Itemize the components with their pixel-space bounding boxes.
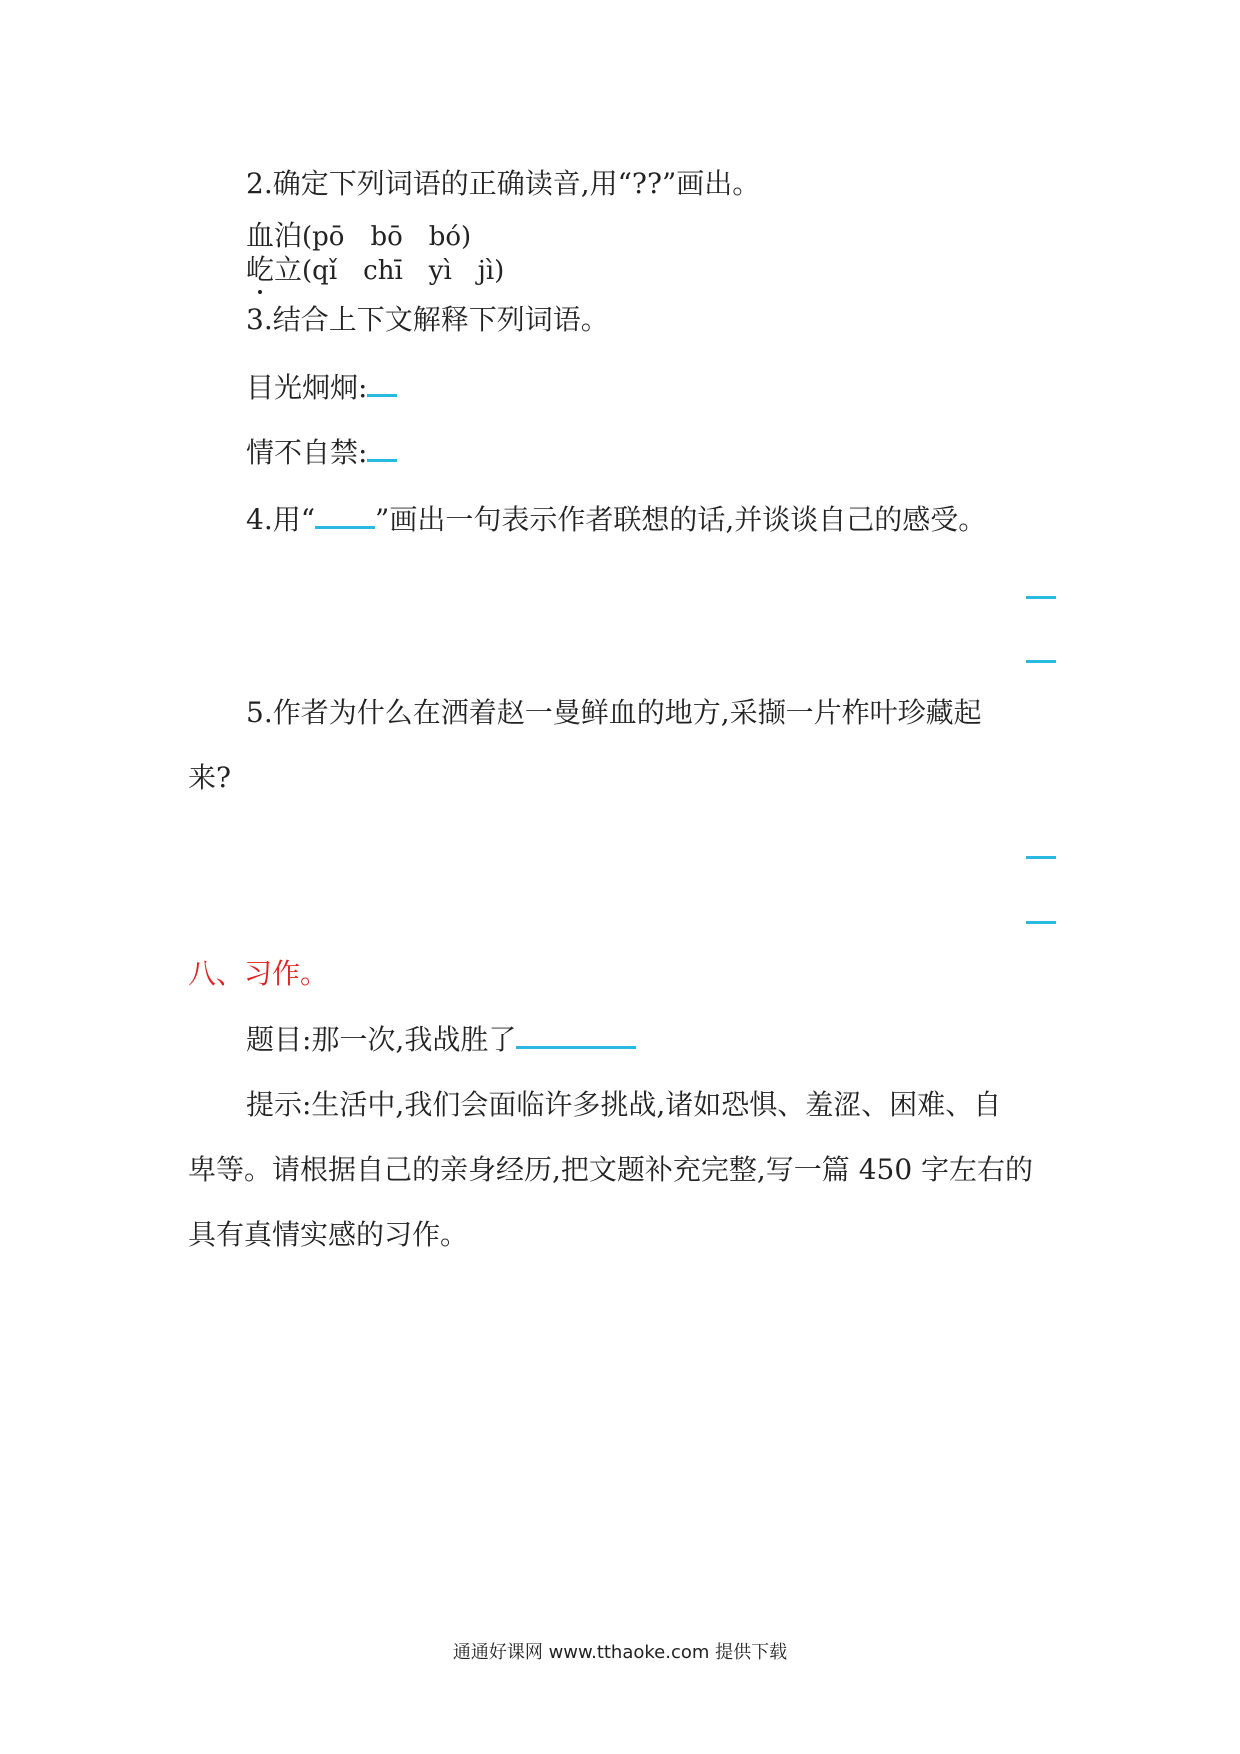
answer-blank[interactable] <box>367 433 397 462</box>
word-2-pinyin-options[interactable]: (qǐ chī yì jì) <box>302 256 505 286</box>
question-4-prompt-end: ”画出一句表示作者联想的话,并谈谈自己的感受。 <box>375 503 987 536</box>
page-footer: 通通好课网 www.tthaoke.com 提供下载 <box>452 1642 788 1663</box>
topic-blank[interactable] <box>516 1020 636 1049</box>
question-2-word-1 <box>246 218 471 255</box>
term-muguangjiongjiong: 目光炯炯: <box>246 371 368 404</box>
word-xuepo: 血泊 <box>246 219 303 252</box>
question-5-line-2: 来? <box>188 761 232 794</box>
underline-sample <box>315 500 375 529</box>
question-2-prompt: 2.确定下列词语的正确读音,用“??”画出。 <box>246 167 761 200</box>
answer-line[interactable] <box>1026 921 1056 924</box>
essay-hint-line-3: 具有真情实感的习作。 <box>188 1218 469 1251</box>
answer-line[interactable] <box>1026 660 1056 663</box>
word-1-pinyin-options[interactable]: (pō bō bó) <box>302 222 472 252</box>
question-3-prompt: 3.结合上下文解释下列词语。 <box>246 303 609 336</box>
word-yili-char-1: 屹 <box>246 253 275 286</box>
essay-topic <box>246 1020 636 1058</box>
answer-blank[interactable] <box>367 368 397 397</box>
answer-line[interactable] <box>1026 856 1056 859</box>
question-2-word-2 <box>246 252 504 289</box>
question-3-term-2 <box>246 433 397 471</box>
answer-line[interactable] <box>1026 596 1056 599</box>
question-4-prompt <box>246 500 986 538</box>
question-5-line-1: 5.作者为什么在洒着赵一曼鲜血的地方,采撷一片柞叶珍藏起 <box>246 696 982 729</box>
essay-hint-line-1: 提示:生活中,我们会面临许多挑战,诸如恐惧、羞涩、困难、自 <box>246 1088 1002 1121</box>
section-8-heading: 八、习作。 <box>188 957 329 990</box>
term-qingbuzijin: 情不自禁: <box>246 436 368 469</box>
question-3-term-1 <box>246 368 397 406</box>
question-4-prompt-start: 4.用“ <box>246 503 316 536</box>
word-yili-char-2: 立 <box>274 253 303 286</box>
essay-topic-text: 题目:那一次,我战胜了 <box>246 1023 517 1056</box>
essay-hint-line-2: 卑等。请根据自己的亲身经历,把文题补充完整,写一篇 450 字左右的 <box>188 1153 1034 1186</box>
